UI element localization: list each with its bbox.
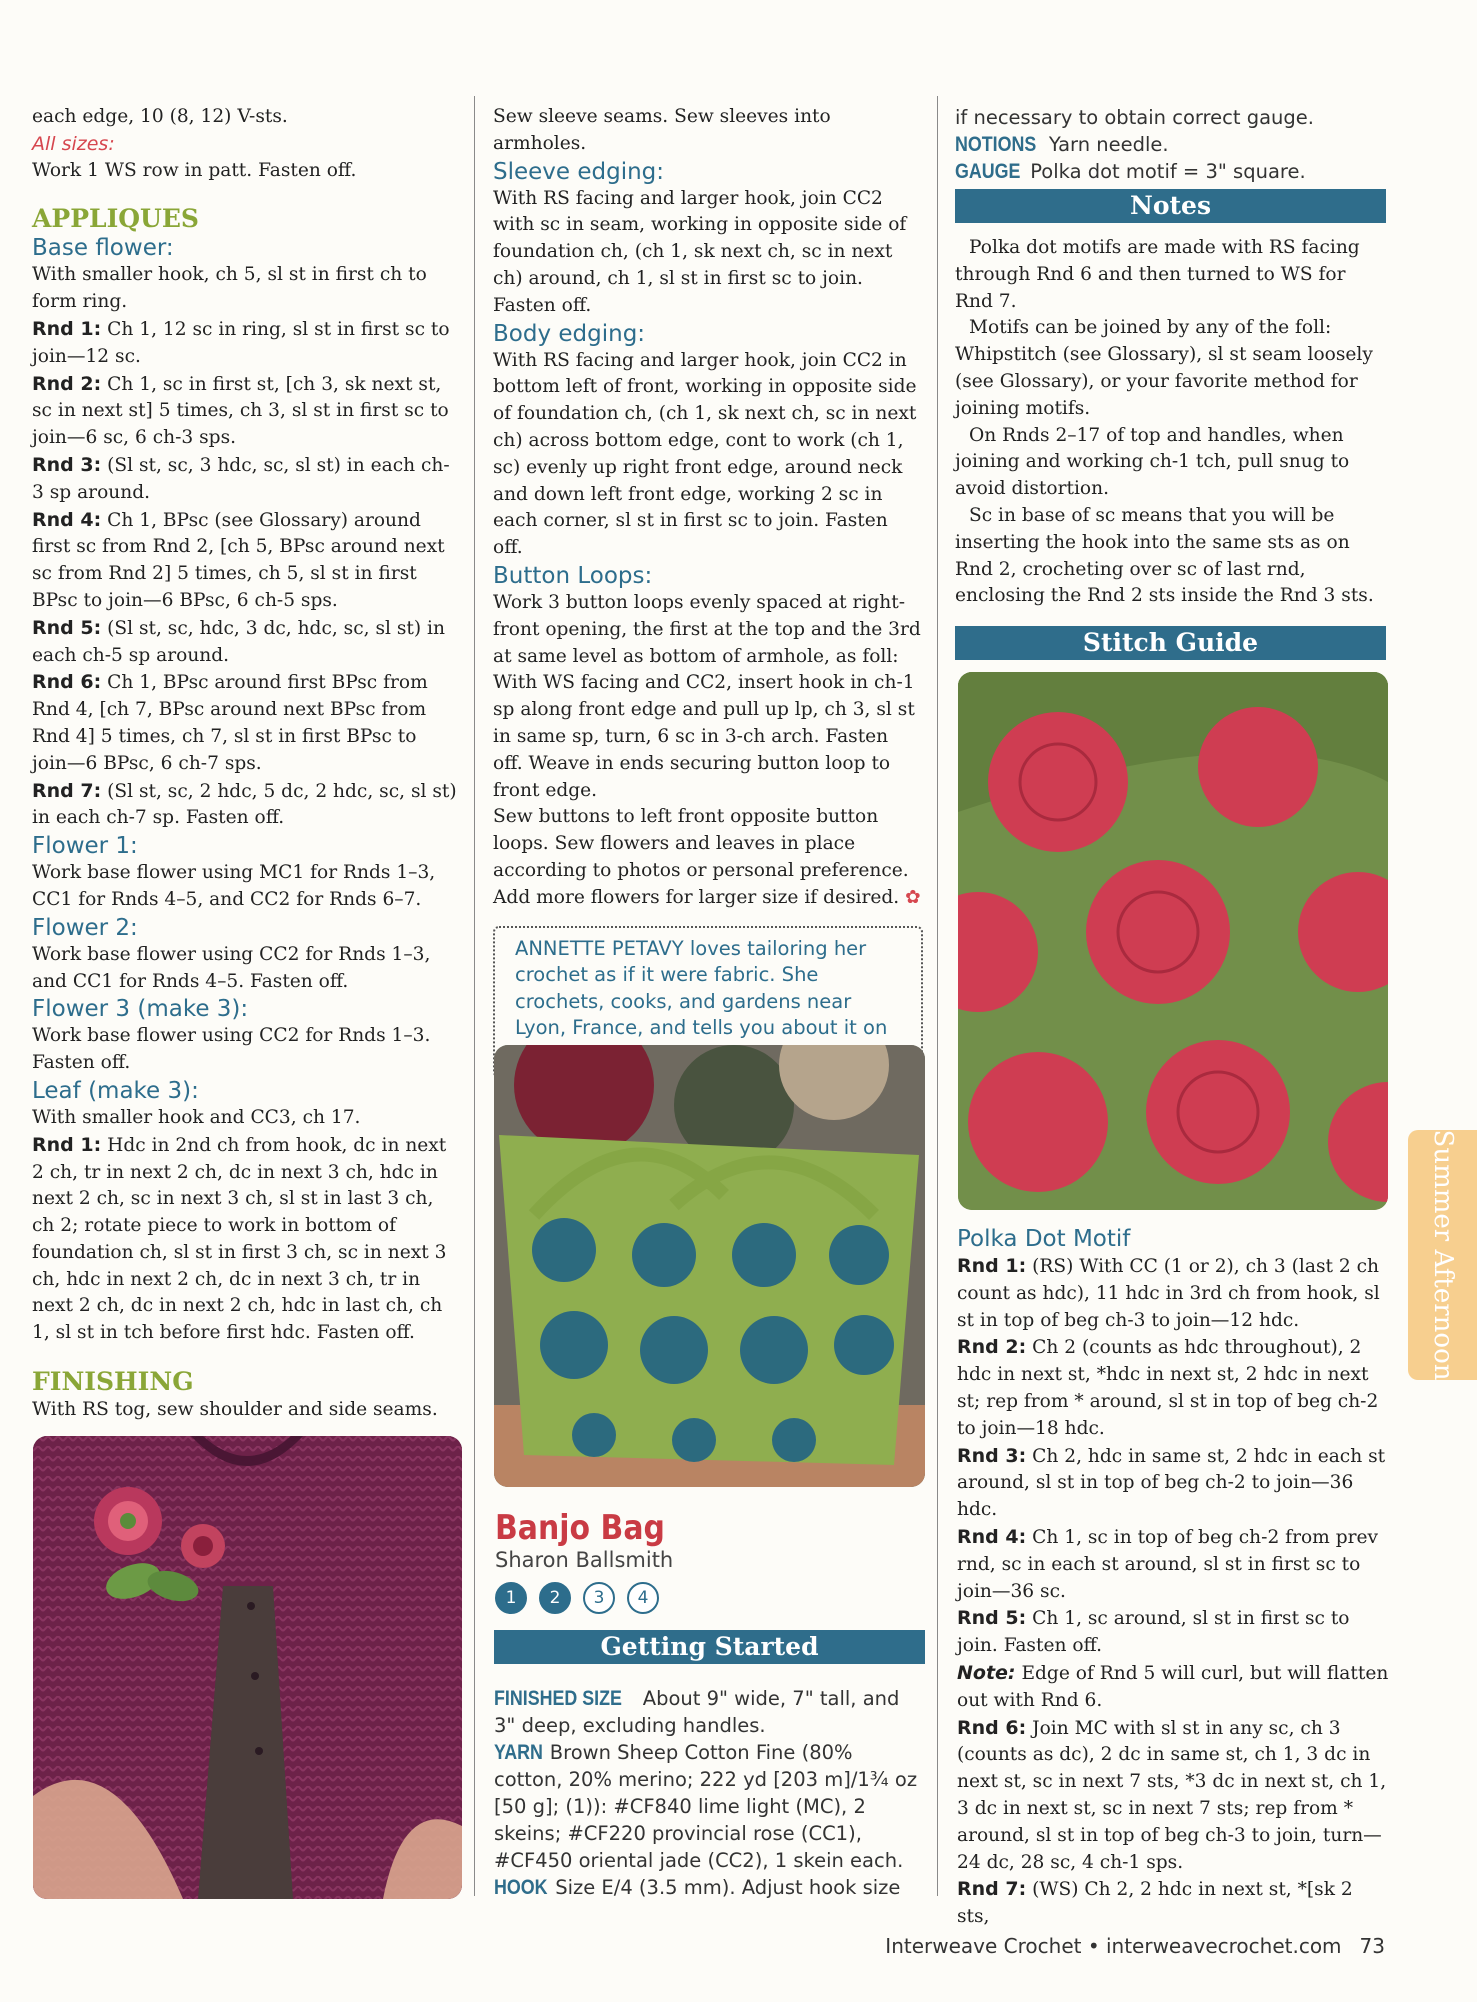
round: [32, 778, 457, 833]
round: [957, 1524, 1389, 1605]
round-label: Rnd 1:: [32, 317, 102, 340]
round-text: Ch 1, BPsc (see Glossary) around first sc from Rnd 2, [ch 5, BPsc around next sc from Rnd 2] 5 times, ch 5, sl st in first BPsc to join—6 BPsc, 6 ch-5 sps.: [32, 509, 445, 611]
round: [32, 316, 457, 371]
notions: [955, 131, 1387, 158]
hook-text: Size E/4 (3.5 mm). Adjust hook size: [555, 1876, 901, 1899]
text: if necessary to obtain correct gauge.: [955, 106, 1314, 129]
note: Sc in base of sc means that you will be inserting the hook into the same sts as on Rnd 2, crocheting over sc of last rnd, enclosing the Rnd 2 sts inside the Rnd 3 sts.: [955, 504, 1374, 607]
pattern-header: [495, 1508, 935, 1614]
section-tab-label: Summer Afternoon: [1427, 1129, 1458, 1381]
banjo-bag-photo: [494, 1045, 925, 1487]
getting-started-section: [494, 1685, 926, 1901]
column-1: [32, 104, 457, 1424]
hook-label: HOOK: [494, 1876, 548, 1899]
subhead-button-loops: Button Loops:: [493, 562, 653, 589]
round: [32, 615, 457, 670]
text: each edge, 10 (8, 12) V-sts.: [32, 106, 288, 127]
yarn: [494, 1739, 926, 1874]
page-number: 73: [1359, 1934, 1385, 1958]
text: [493, 804, 923, 911]
notions-text: Yarn needle.: [1048, 133, 1169, 156]
round-label: Rnd 7:: [957, 1878, 1027, 1901]
skill-levels: [495, 1582, 935, 1614]
round-label: Rnd 4:: [32, 508, 102, 531]
round: [32, 371, 457, 452]
note: [957, 1660, 1389, 1715]
polka-dot-illustration: [958, 672, 1388, 1210]
round-text: (Sl st, sc, 2 hdc, 5 dc, 2 hdc, sc, sl st) in each ch-7 sp. Fasten off.: [32, 780, 457, 829]
cardigan-photo: [33, 1436, 462, 1899]
getting-started-bar: Getting Started: [494, 1630, 925, 1664]
round: [957, 1876, 1389, 1931]
round-label: Rnd 4:: [957, 1525, 1027, 1548]
text: Sew buttons to left front opposite button loops. Sew flowers and leaves in place according to photos or personal preference. Add more flowers for larger size if desired.: [493, 806, 909, 908]
round-text: Ch 1, 12 sc in ring, sl st in first sc to join—12 sc.: [32, 318, 450, 367]
round-label: Rnd 1:: [32, 1133, 102, 1156]
subhead-sleeve-edging: Sleeve edging:: [493, 158, 665, 185]
note: Motifs can be joined by any of the foll: Whipstitch (see Glossary), sl st seam loosely (see Glossary), or your favorite method for joining motifs.: [955, 317, 1373, 419]
text: Work 1 WS row in patt. Fasten off.: [32, 159, 357, 181]
subhead-base-flower: Base flower:: [32, 235, 174, 262]
gauge-text: Polka dot motif = 3" square.: [1030, 160, 1306, 183]
yarn-label: YARN: [494, 1741, 543, 1764]
section-finishing: FINISHING: [32, 1367, 194, 1397]
designer-name: Sharon Ballsmith: [495, 1548, 674, 1572]
round: [957, 1605, 1389, 1660]
skill-level-3: 3: [583, 1582, 615, 1614]
round: [957, 1715, 1389, 1877]
round-text: Ch 1, sc around, sl st in first sc to join. Fasten off.: [957, 1608, 1350, 1657]
round-label: Rnd 1:: [957, 1255, 1027, 1277]
text: Work base flower using CC2 for Rnds 1–3. Fasten off.: [32, 1025, 431, 1074]
skill-level-2: 2: [539, 1582, 571, 1614]
subhead-flower-1: Flower 1:: [32, 833, 138, 860]
stitch-guide-bar: Stitch Guide: [955, 626, 1386, 660]
round-label: Rnd 5:: [32, 616, 102, 639]
round: [957, 1334, 1389, 1442]
round-text: (RS) With CC (1 or 2), ch 3 (last 2 ch count as hdc), 11 hdc in 3rd ch from hook, sl st in top of beg ch-3 to join—12 hdc.: [957, 1256, 1380, 1331]
magazine-footer: Interweave Crochet • interweavecrochet.com: [885, 1934, 1342, 1958]
round-text: (WS) Ch 2, 2 hdc in next st, *[sk 2 sts,: [957, 1879, 1353, 1928]
cardigan-illustration: [33, 1436, 462, 1899]
page-footer: [885, 1934, 1385, 1958]
sizes-label: All sizes:: [32, 132, 115, 155]
author-bio: ANNETTE PETAVY loves tailoring her crochet as if it were fabric. She crochets, cooks, and gardens near Lyon, France, and tells you about it on: [493, 926, 923, 1079]
subhead-leaf: Leaf (make 3):: [32, 1077, 199, 1104]
column-rule-2: [937, 96, 938, 1896]
text: Work base flower using CC2 for Rnds 1–3, and CC1 for Rnds 4–5. Fasten off.: [32, 943, 431, 992]
round: [32, 507, 457, 615]
round-label: Rnd 5:: [957, 1607, 1027, 1630]
round-label: Rnd 2:: [32, 372, 102, 395]
column-2: [493, 104, 923, 1078]
round-text: Ch 2 (counts as hdc throughout), 2 hdc in next st, *hdc in next st, 2 hdc in next st; rep from * around, sl st in top of beg ch-2 to join—18 hdc.: [957, 1337, 1379, 1439]
finished-size: [494, 1685, 926, 1739]
section-appliques: APPLIQUES: [32, 204, 199, 234]
section-tab: [1408, 1130, 1477, 1380]
note: Polka dot motifs are made with RS facing through Rnd 6 and then turned to WS for Rnd 7.: [955, 237, 1360, 312]
text: With smaller hook, ch 5, sl st in first ch to form ring.: [32, 264, 427, 313]
notes-bar: Notes: [955, 189, 1386, 223]
column-3: [955, 104, 1387, 660]
round-label: Rnd 6:: [32, 671, 102, 694]
round-text: Ch 2, hdc in same st, 2 hdc in each st around, sl st in top of beg ch-2 to join—36 hdc.: [957, 1445, 1386, 1521]
round: [957, 1443, 1389, 1524]
notions-label: NOTIONS: [955, 133, 1037, 156]
subhead-flower-2: Flower 2:: [32, 914, 138, 941]
polka-dot-photo: [958, 672, 1388, 1210]
round-text: Ch 1, BPsc around first BPsc from Rnd 4, [ch 7, BPsc around next BPsc from Rnd 4] 5 times, ch 7, sl st in first BPsc to join—6 BPsc, 6 ch-7 sps.: [32, 672, 428, 774]
text: With smaller hook and CC3, ch 17.: [32, 1106, 361, 1128]
text: With RS facing and larger hook, join CC2 with sc in seam, working in opposite side of foundation ch, (ch 1, sk next ch, sc in next ch) around, ch 1, sl st in first sc to join. Fasten off.: [493, 187, 907, 316]
text: Work base flower using MC1 for Rnds 1–3, CC1 for Rnds 4–5, and CC2 for Rnds 6–7.: [32, 862, 436, 910]
note: On Rnds 2–17 of top and handles, when joining and working ch-1 tch, pull snug to avoid distortion.: [955, 424, 1350, 500]
text: With RS facing and larger hook, join CC2 in bottom left of front, working in opposite side of foundation ch, (ch 1, sk next ch, sc in next ch) across bottom edge, cont to work (ch 1, sc) evenly up right front edge, around neck and down left front edge, working 2 sc in each corner, sl st in first sc to join. Fasten off.: [493, 349, 917, 559]
finished-size-label: FINISHED SIZE: [494, 1687, 622, 1710]
note-label: Note:: [957, 1661, 1016, 1684]
round: [32, 669, 457, 777]
subhead-body-edging: Body edging:: [493, 320, 646, 347]
text: With RS tog, sew shoulder and side seams.: [32, 1399, 438, 1421]
gauge: [955, 158, 1387, 185]
skill-level-4: 4: [627, 1582, 659, 1614]
round: [32, 452, 457, 507]
polka-dot-motif-section: [957, 1225, 1389, 1931]
round-label: Rnd 7:: [32, 779, 102, 802]
round-text: Ch 1, sc in first st, [ch 3, sk next st, sc in next st] 5 times, ch 3, sl st in first sc to join—6 sc, 6 ch-3 sps.: [32, 373, 449, 449]
round-label: Rnd 6:: [957, 1716, 1027, 1739]
note-text: Edge of Rnd 5 will curl, but will flatten out with Rnd 6.: [957, 1662, 1389, 1711]
round: [957, 1253, 1389, 1334]
round-label: Rnd 3:: [957, 1444, 1027, 1467]
subhead-flower-3: Flower 3 (make 3):: [32, 996, 249, 1023]
bag-illustration: [494, 1045, 925, 1487]
skill-level-1: 1: [495, 1582, 527, 1614]
round-text: Hdc in 2nd ch from hook, dc in next 2 ch, tr in next 2 ch, dc in next 3 ch, hdc in next 2 ch, sc in next 3 ch, sl st in last 3 ch, ch 2; rotate piece to work in bottom of foundation ch, sl st in first 3 ch, sc in next 3 ch, hdc in next 2 ch, dc in next 3 ch, tr in next 2 ch, dc in next 2 ch, hdc in last ch, ch 1, sl st in tch before first hdc. Fasten off.: [32, 1134, 447, 1344]
round-text: (Sl st, sc, hdc, 3 dc, hdc, sc, sl st) in each ch-5 sp around.: [32, 617, 445, 666]
round-text: Ch 1, sc in top of beg ch-2 from prev rnd, sc in each st around, sl st in first sc to join—36 sc.: [957, 1526, 1378, 1602]
finished-size-text: About 9" wide, 7" tall, and 3" deep, excluding handles.: [494, 1687, 900, 1737]
yarn-text: Brown Sheep Cotton Fine (80% cotton, 20% merino; 222 yd [203 m]/1¾ oz [50 g]; (1)): #CF840 lime light (MC), 2 skeins; #CF220 provincial rose (CC1), #CF450 oriental jade (CC2), 1 skein each.: [494, 1741, 918, 1872]
round-label: Rnd 2:: [957, 1336, 1027, 1359]
flower-end-icon: ✿: [905, 886, 921, 908]
pattern-title: Banjo Bag: [495, 1508, 665, 1548]
column-rule-1: [474, 96, 475, 1896]
gauge-label: GAUGE: [955, 160, 1021, 183]
text: Sew sleeve seams. Sew sleeves into armholes.: [493, 106, 831, 154]
hook: [494, 1874, 926, 1901]
round-text: Join MC with sl st in any sc, ch 3 (counts as dc), 2 dc in same st, ch 1, 3 dc in next st, sc in next 7 sts, *3 dc in next st, ch 1, 3 dc in next st, sc in next 7 sts; rep from * around, sl st in top of beg ch-3 to join, turn—24 dc, 28 sc, 4 ch-1 sps.: [957, 1717, 1387, 1873]
round-text: (Sl st, sc, 3 hdc, sc, sl st) in each ch-3 sp around.: [32, 454, 450, 503]
text: Work 3 button loops evenly spaced at right-front opening, the first at the top and the 3rd at same level as bottom of armhole, as foll: With WS facing and CC2, insert hook in ch-1 sp along front edge and pull up lp, ch 3, sl st in same sp, turn, 6 sc in 3-ch arch. Fasten off. Weave in ends securing button loop to front edge.: [493, 591, 921, 801]
subhead-polka-dot-motif: Polka Dot Motif: [957, 1226, 1131, 1252]
round-label: Rnd 3:: [32, 453, 102, 476]
round: [32, 1132, 457, 1347]
